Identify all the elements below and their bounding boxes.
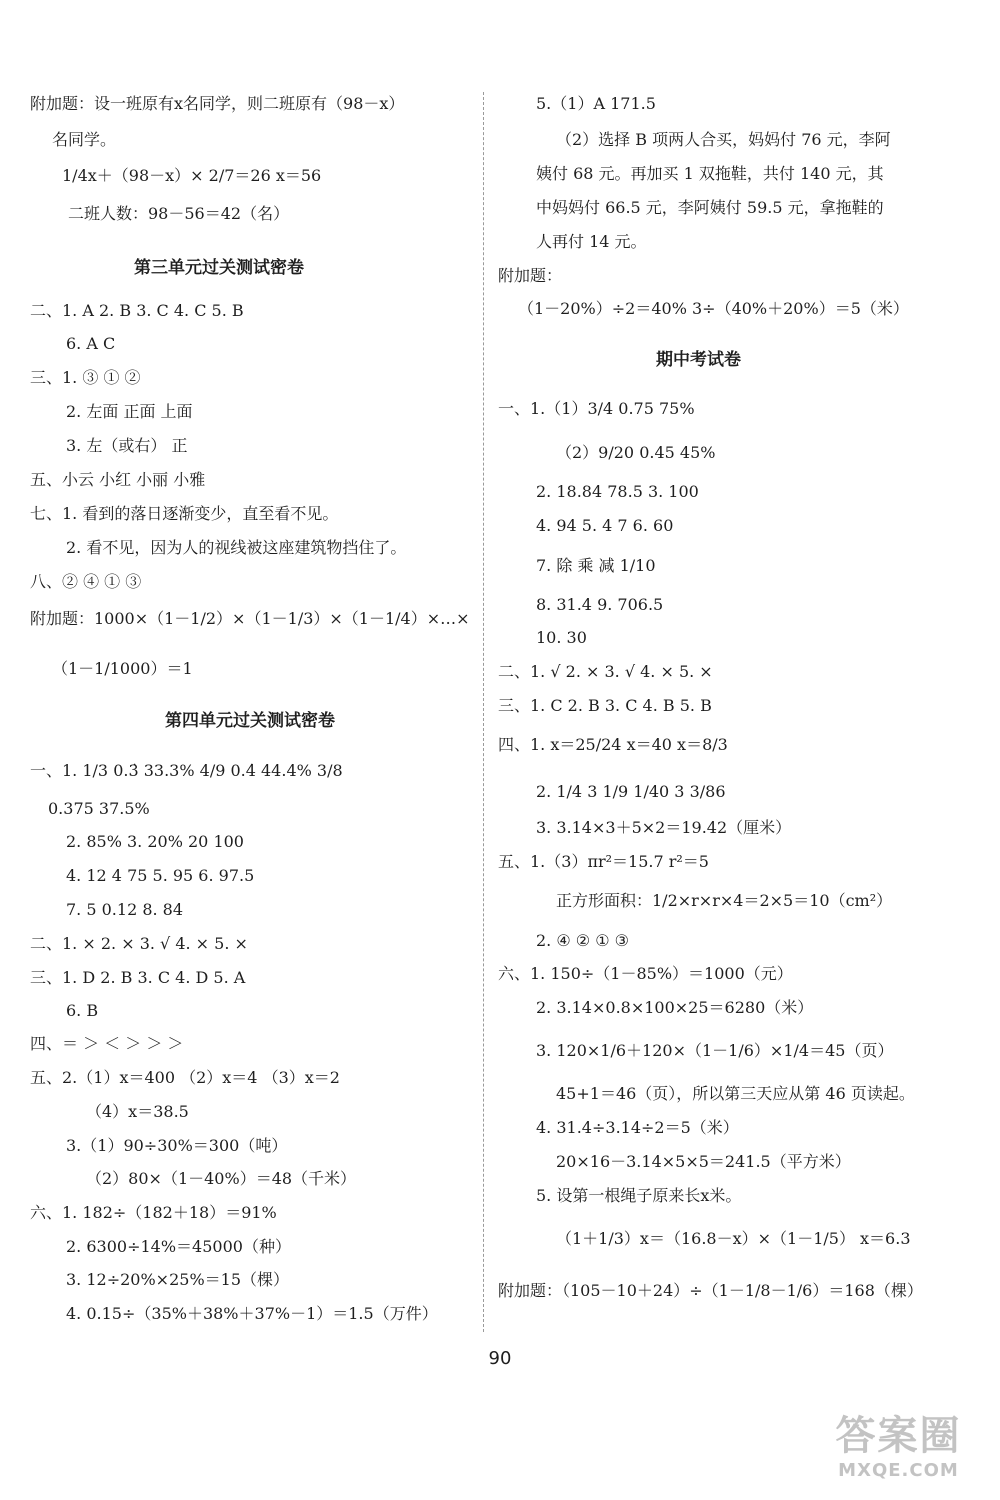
answer-line: 45+1＝46（页），所以第三天应从第 46 页读起。 [556, 1084, 915, 1103]
section-heading: 第三单元过关测试密卷 [134, 258, 304, 278]
answer-line: 二、1. A 2. B 3. C 4. C 5. B [30, 301, 244, 320]
section-heading: 第四单元过关测试密卷 [165, 711, 335, 731]
answer-line: 6. A C [66, 334, 116, 353]
answer-line: （4）x＝38.5 [86, 1102, 189, 1121]
answer-line: 附加题： [498, 266, 563, 285]
answer-line: 4. 94 5. 4 7 6. 60 [536, 516, 674, 535]
answer-line: 三、1. D 2. B 3. C 4. D 5. A [30, 968, 246, 987]
answer-line: 一、1.（1）3/4 0.75 75% [498, 399, 695, 418]
answer-line: 20×16－3.14×5×5＝241.5（平方米） [556, 1152, 851, 1171]
answer-line: 附加题：（105－10＋24）÷（1－1/8－1/6）＝168（棵） [498, 1281, 923, 1300]
answer-line: 2. 18.84 78.5 3. 100 [536, 482, 699, 501]
column-divider [483, 92, 484, 1332]
answer-line: 2. 1/4 3 1/9 1/40 3 3/86 [536, 782, 726, 801]
page-number: 90 [488, 1348, 512, 1369]
answer-line: 二、1. √ 2. × 3. √ 4. × 5. × [498, 662, 713, 681]
answer-line: 3. 3.14×3＋5×2＝19.42（厘米） [536, 818, 792, 837]
answer-line: 3. 12÷20%×25%＝15（棵） [66, 1270, 290, 1289]
answer-line: （1＋1/3）x＝（16.8－x）×（1－1/5） x＝6.3 [556, 1229, 911, 1248]
answer-line: 一、1. 1/3 0.3̇ 33.3% 4/9 0.4̇ 44.4% 3/8 [30, 761, 343, 780]
answer-line: 0.375 37.5% [48, 799, 150, 818]
answer-line: 4. 31.4÷3.14÷2＝5（米） [536, 1118, 739, 1137]
section-heading: 期中考试卷 [656, 350, 741, 370]
watermark-logo-text: 答案圈 [835, 1413, 962, 1459]
answer-line: 三、1. ③ ① ② [30, 368, 141, 387]
left-column [0, 0, 470, 1340]
right-column [500, 0, 970, 1340]
answer-line: 三、1. C 2. B 3. C 4. B 5. B [498, 696, 712, 715]
answer-line: 7. 5 0.12 8. 84 [66, 900, 184, 919]
answer-line: 人再付 14 元。 [536, 232, 647, 251]
answer-line: 3. 左（或右） 正 [66, 436, 188, 455]
answer-line: 七、1. 看到的落日逐渐变少，直至看不见。 [30, 504, 339, 523]
answer-line: （2）9/20 0.45 45% [556, 443, 716, 462]
answer-line: 4. 12 4 75 5. 95 6. 97.5 [66, 866, 255, 885]
answer-line: （2）80×（1－40%）＝48（千米） [86, 1169, 357, 1188]
answer-line: 四、1. x＝25/24 x＝40 x＝8/3 [498, 735, 728, 754]
answer-line: 2. 3.14×0.8×100×25＝6280（米） [536, 998, 814, 1017]
answer-line: 附加题：1000×（1－1/2）×（1－1/3）×（1－1/4）×…× [30, 609, 470, 628]
answer-line: 3.（1）90÷30%＝300（吨） [66, 1136, 288, 1155]
answer-line: 2. 左面 正面 上面 [66, 402, 193, 421]
answer-line: 8. 31.4 9. 706.5 [536, 595, 664, 614]
answer-line: 2. 看不见，因为人的视线被这座建筑物挡住了。 [66, 538, 407, 557]
answer-line: 名同学。 [52, 130, 117, 149]
answer-line: 5. 设第一根绳子原来长x米。 [536, 1186, 742, 1205]
answer-line: 附加题：设一班原有x名同学，则二班原有（98－x） [30, 94, 405, 113]
answer-line: 六、1. 150÷（1－85%）＝1000（元） [498, 964, 793, 983]
answer-line: （1－20%）÷2＝40% 3÷（40%＋20%）＝5（米） [518, 299, 909, 318]
answer-line: 正方形面积：1/2×r×r×4＝2×5＝10（cm²） [556, 891, 893, 910]
answer-line: 2. ④ ② ① ③ [536, 931, 629, 950]
answer-line: 八、② ④ ① ③ [30, 572, 142, 591]
answer-line: 中妈妈付 66.5 元，李阿姨付 59.5 元，拿拖鞋的 [536, 198, 884, 217]
answer-line: 四、＝ ＞ ＜ ＞ ＞ ＞ [30, 1034, 184, 1053]
answer-line: 6. B [66, 1001, 99, 1020]
site-watermark [811, 1412, 986, 1490]
answer-line: 4. 0.15÷（35%＋38%＋37%－1）＝1.5（万件） [66, 1304, 438, 1323]
answer-line: 五、1.（3）πr²＝15.7 r²＝5 [498, 852, 709, 871]
answer-line: 5.（1）A 171.5 [536, 94, 656, 113]
answer-line: （2）选择 B 项两人合买，妈妈付 76 元，李阿 [556, 130, 891, 149]
answer-line: 二班人数：98－56＝42（名） [68, 204, 290, 223]
answer-line: 五、小云 小红 小丽 小雅 [30, 470, 206, 489]
answer-line: （1－1/1000）＝1 [52, 659, 193, 678]
answer-line: 2. 6300÷14%＝45000（种） [66, 1237, 291, 1256]
answer-line: 姨付 68 元。再加买 1 双拖鞋，共付 140 元，其 [536, 164, 884, 183]
answer-line: 10. 30 [536, 628, 587, 647]
answer-line: 3. 120×1/6＋120×（1－1/6）×1/4＝45（页） [536, 1041, 894, 1060]
answer-line: 7. 除 乘 减 1/10 [536, 556, 656, 575]
answer-line: 六、1. 182÷（182＋18）＝91% [30, 1203, 277, 1222]
answer-line: 二、1. × 2. × 3. √ 4. × 5. × [30, 934, 248, 953]
answer-line: 五、2.（1）x＝400 （2）x＝4 （3）x＝2 [30, 1068, 340, 1087]
answer-line: 2. 85% 3. 20% 20 100 [66, 832, 244, 851]
watermark-url: MXQE.COM [838, 1460, 959, 1481]
answer-line: 1/4x＋（98－x）× 2/7＝26 x＝56 [62, 166, 322, 185]
